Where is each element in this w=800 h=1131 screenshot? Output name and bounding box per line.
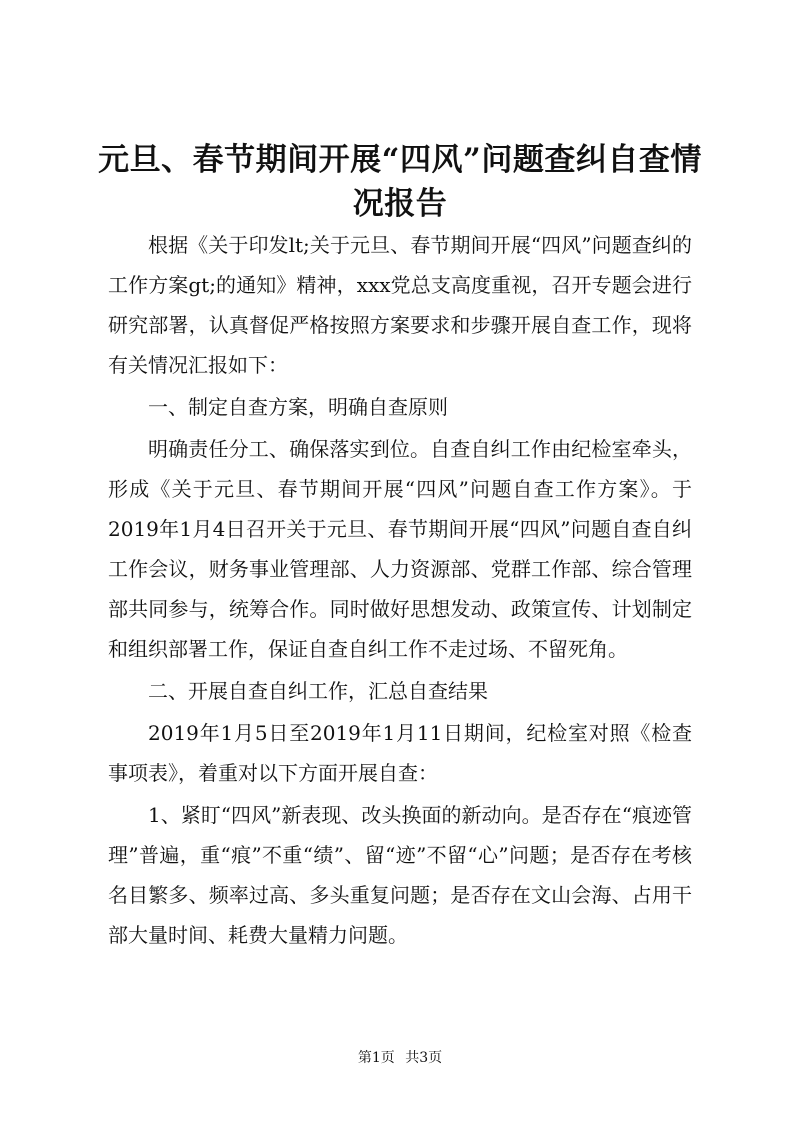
document-body: [108, 225, 692, 957]
section-heading-2: 二、开展自查自纠工作，汇总自查结果: [148, 679, 488, 703]
section-heading-1: 一、制定自查方案，明确自查原则: [148, 395, 448, 419]
paragraph-section-1: 明确责任分工、确保落实到位。自查自纠工作由纪检室牵头，形成《关于元旦、春节期间开展“四风”问题自查工作方案》。于2019年1月4日召开关于元旦、春节期间开展“四风”问题自查自纠工作会议，财务事业管理部、人力资源部、党群工作部、综合管理部共同参与，统筹合作。同时做好思想发动、政策宣传、计划制定和组织部署工作，保证自查自纠工作不走过场、不留死角。: [108, 437, 692, 661]
page-footer: [0, 1048, 800, 1068]
page-number: 第1页: [357, 1050, 395, 1066]
document-title: 元旦、春节期间开展“四风”问题查纠自查情况报告: [98, 142, 702, 222]
paragraph-section-2-intro: 2019年1月5日至2019年1月11日期间，纪检室对照《检查事项表》，着重对以下方面开展自查：: [108, 721, 692, 785]
paragraph-item-1: 1、紧盯“四风”新表现、改头换面的新动向。是否存在“痕迹管理”普遍，重“痕”不重“绩”、留“迹”不留“心”问题；是否存在考核名目繁多、频率过高、多头重复问题；是否存在文山会海、占用干部大量时间、耗费大量精力问题。: [108, 803, 692, 947]
paragraph-intro: 根据《关于印发lt;关于元旦、春节期间开展“四风”问题查纠的工作方案gt;的通知》精神，xxx党总支高度重视，召开专题会进行研究部署，认真督促严格按照方案要求和步骤开展自查工作，现将有关情况汇报如下：: [108, 233, 692, 377]
page-total: 共3页: [405, 1050, 443, 1066]
